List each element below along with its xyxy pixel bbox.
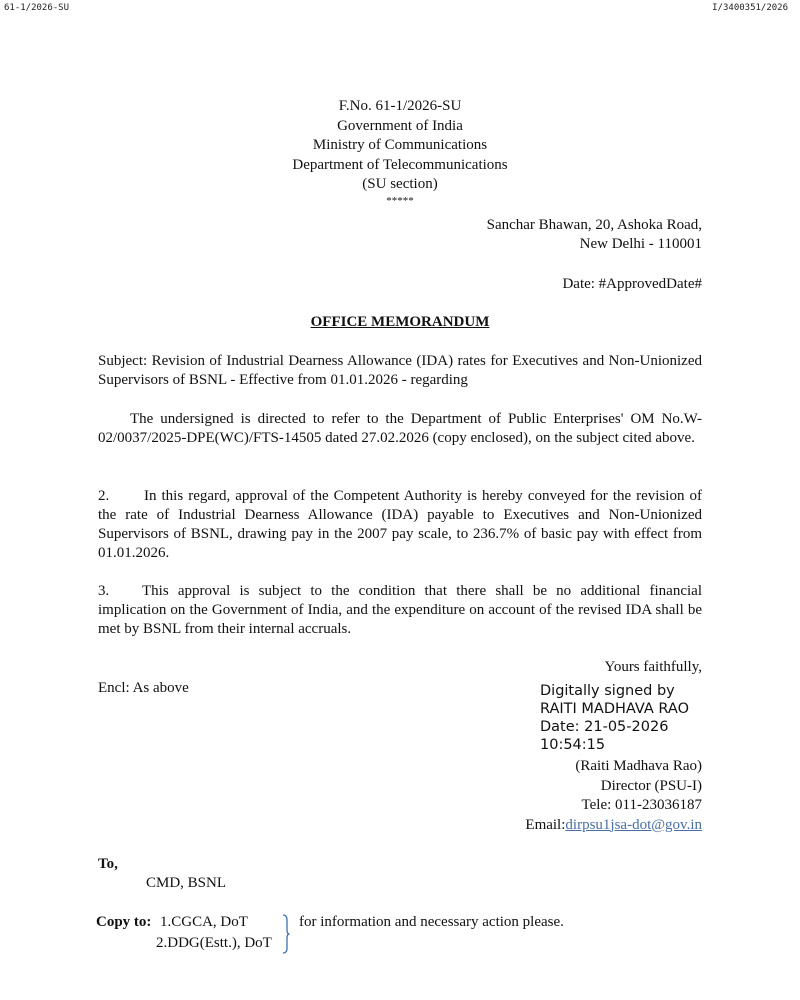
paragraph-2 — [98, 487, 702, 563]
copy-to-item-2: 2.DDG(Estt.), DoT — [156, 935, 272, 951]
date-line: Date: #ApprovedDate# — [562, 276, 702, 292]
address-line-1: Sanchar Bhawan, 20, Ashoka Road, — [486, 217, 702, 233]
to-label: To, — [98, 856, 118, 872]
paragraph-2-text: In this regard, approval of the Competent Authority is hereby conveyed for the revision of the rate of Industrial Dearness Allowance (IDA) payable to Executives and Non-Unionized Supervisors of BSNL, drawing pay in the 2007 pay scale, to 236.7% of basic pay with effect from 01.01.2026. — [98, 488, 702, 561]
copy-to-label: Copy to — [96, 914, 147, 930]
signatory — [525, 757, 702, 835]
email-link[interactable]: dirpsu1jsa-dot@gov.in — [565, 816, 702, 833]
signatory-designation: Director (PSU-I) — [600, 777, 702, 794]
closing: Yours faithfully, — [604, 659, 702, 675]
digital-signature-name: RAITI MADHAVA RAO — [540, 701, 690, 717]
letterhead-section: (SU section) — [362, 176, 438, 192]
digital-signature — [540, 682, 689, 754]
paragraph-2-number: 2. — [98, 488, 110, 504]
email-label: Email: — [525, 816, 566, 833]
signatory-name: (Raiti Madhava Rao) — [575, 758, 702, 774]
subject — [98, 352, 702, 390]
enclosure: Encl: As above — [98, 680, 189, 696]
digital-signature-line-1: Digitally signed by — [540, 683, 675, 699]
digital-signature-date: Date: 21-05-2026 — [540, 719, 669, 735]
paragraph-3-number: 3. — [98, 583, 110, 599]
address-line-2: New Delhi - 110001 — [579, 236, 702, 252]
copy-to-item-1: 1.CGCA, DoT — [160, 914, 248, 930]
signatory-email-line — [525, 816, 702, 836]
document-title: OFFICE MEMORANDUM — [310, 314, 490, 330]
subject-text: Subject: Revision of Industrial Dearness Allowance (IDA) rates for Executives and Non-Unionized Supervisors of BSNL - Effective from 01.01.2026 - regarding — [98, 353, 702, 388]
file-number: F.No. 61-1/2026-SU — [338, 98, 462, 114]
copy-to-note: for information and necessary action please. — [299, 914, 564, 930]
copy-to-colon: : — [146, 914, 152, 930]
paragraph-3-text: This approval is subject to the condition that there shall be no additional financial implication on the Government of India, and the expenditure on account of the revised IDA shall be met by BSNL from their internal accruals. — [98, 583, 702, 637]
right-brace-icon — [282, 914, 290, 954]
header-right-ref: I/3400351/2026 — [712, 3, 788, 13]
signatory-telephone: Tele: 011-23036187 — [581, 797, 702, 813]
paragraph-1 — [98, 410, 702, 448]
office-address — [487, 216, 702, 254]
copy-to-heading — [96, 913, 151, 932]
paragraph-3 — [98, 582, 702, 639]
letterhead-stars: ***** — [386, 194, 414, 207]
digital-signature-time: 10:54:15 — [540, 737, 606, 753]
letterhead-ministry: Ministry of Communications — [312, 137, 488, 153]
letterhead-government: Government of India — [337, 117, 463, 134]
paragraph-1-text: The undersigned is directed to refer to the Department of Public Enterprises' OM No.W-02/0037/2025-DPE(WC)/FTS-14505 dated 27.02.2026 (copy enclosed), on the subject cited above. — [98, 411, 702, 446]
header-left-ref: 61-1/2026-SU — [4, 3, 70, 13]
letterhead-department: Department of Telecommunications — [292, 156, 508, 173]
to-recipient: CMD, BSNL — [146, 875, 227, 891]
letterhead — [200, 97, 600, 208]
